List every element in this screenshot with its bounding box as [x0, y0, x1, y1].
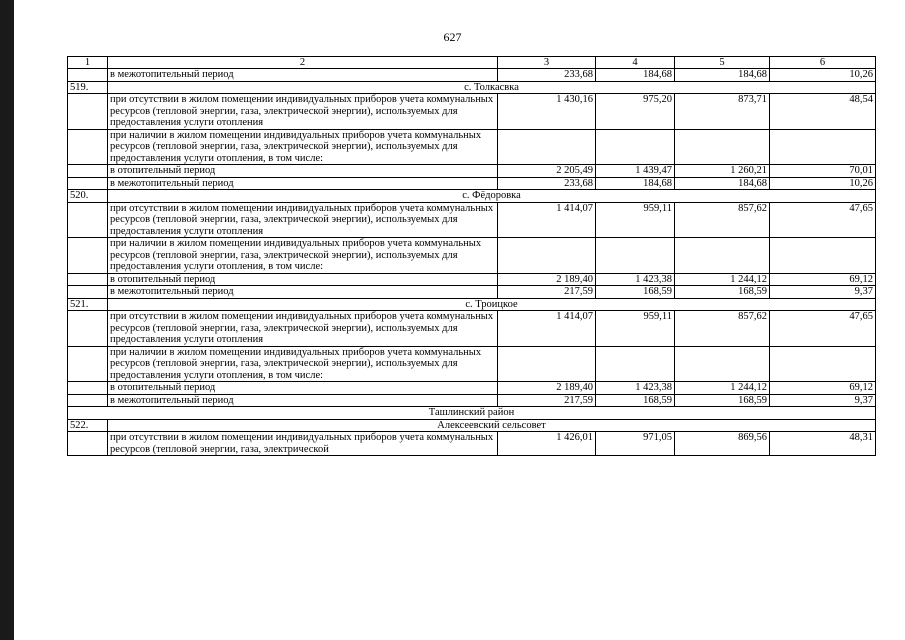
table-row — [68, 238, 876, 274]
value-col-5: 1 260,21 — [675, 165, 770, 178]
row-description: в межотопительный период — [108, 286, 498, 299]
value-col-5: 857,62 — [675, 311, 770, 347]
row-number — [68, 286, 108, 299]
value-col-5: 1 244,12 — [675, 273, 770, 286]
value-col-4: 959,11 — [596, 202, 675, 238]
section-title: Алексеевский сельсовет — [108, 419, 876, 432]
row-description: в отопительный период — [108, 165, 498, 178]
value-col-3: 1 414,07 — [498, 202, 596, 238]
header-cell: 4 — [596, 57, 675, 69]
value-col-4: 1 439,47 — [596, 165, 675, 178]
value-col-4 — [596, 129, 675, 165]
value-col-4: 168,59 — [596, 394, 675, 407]
value-col-6: 69,12 — [770, 382, 876, 395]
row-description: в отопительный период — [108, 273, 498, 286]
value-col-6: 47,65 — [770, 202, 876, 238]
row-description: при отсутствии в жилом помещении индивидуальных приборов учета коммунальных ресурсов (тепловой энергии, газа, электрической энергии), используемых для предоставления услуги отопления — [108, 202, 498, 238]
value-col-3 — [498, 238, 596, 274]
row-number — [68, 129, 108, 165]
value-col-3: 217,59 — [498, 394, 596, 407]
row-number — [68, 238, 108, 274]
table-row — [68, 273, 876, 286]
value-col-5 — [675, 129, 770, 165]
row-description: при отсутствии в жилом помещении индивидуальных приборов учета коммунальных ресурсов (тепловой энергии, газа, электрической — [108, 432, 498, 456]
table-row — [68, 346, 876, 382]
row-number — [68, 432, 108, 456]
district-heading-row — [68, 407, 876, 420]
row-description: при наличии в жилом помещении индивидуальных приборов учета коммунальных ресурсов (тепловой энергии, газа, электрической энергии), используемых для предоставления услуги отопления, в том числе: — [108, 346, 498, 382]
value-col-6: 70,01 — [770, 165, 876, 178]
value-col-4: 184,68 — [596, 177, 675, 190]
table-row — [68, 394, 876, 407]
value-col-4: 1 423,38 — [596, 273, 675, 286]
value-col-3 — [498, 129, 596, 165]
row-description: в межотопительный период — [108, 177, 498, 190]
value-col-4: 1 423,38 — [596, 382, 675, 395]
row-description: в межотопительный период — [108, 69, 498, 82]
value-col-3: 2 205,49 — [498, 165, 596, 178]
section-row — [68, 419, 876, 432]
page-number: 627 — [443, 30, 462, 44]
value-col-6 — [770, 238, 876, 274]
row-number: 522. — [68, 419, 108, 432]
value-col-5: 873,71 — [675, 94, 770, 130]
value-col-3: 2 189,40 — [498, 273, 596, 286]
row-number — [68, 394, 108, 407]
value-col-4: 168,59 — [596, 286, 675, 299]
value-col-4 — [596, 346, 675, 382]
value-col-6 — [770, 346, 876, 382]
value-col-6: 10,26 — [770, 69, 876, 82]
row-number — [68, 69, 108, 82]
table-row — [68, 432, 876, 456]
table-row — [68, 165, 876, 178]
value-col-5: 1 244,12 — [675, 382, 770, 395]
table-row — [68, 177, 876, 190]
header-cell: 5 — [675, 57, 770, 69]
row-description: при отсутствии в жилом помещении индивидуальных приборов учета коммунальных ресурсов (тепловой энергии, газа, электрической энергии), используемых для предоставления услуги отопления — [108, 94, 498, 130]
row-description: при отсутствии в жилом помещении индивидуальных приборов учета коммунальных ресурсов (тепловой энергии, газа, электрической энергии), используемых для предоставления услуги отопления — [108, 311, 498, 347]
header-cell: 3 — [498, 57, 596, 69]
table-row — [68, 286, 876, 299]
header-cell: 6 — [770, 57, 876, 69]
section-row — [68, 81, 876, 94]
header-row — [68, 57, 876, 69]
value-col-3: 1 426,01 — [498, 432, 596, 456]
value-col-4: 971,05 — [596, 432, 675, 456]
table-row — [68, 311, 876, 347]
row-number — [68, 94, 108, 130]
section-row — [68, 298, 876, 311]
section-title: с. Фёдоровка — [108, 190, 876, 203]
row-number — [68, 311, 108, 347]
row-description: при наличии в жилом помещении индивидуальных приборов учета коммунальных ресурсов (тепловой энергии, газа, электрической энергии), используемых для предоставления услуги отопления, в том числе: — [108, 129, 498, 165]
table-row — [68, 69, 876, 82]
row-description: в межотопительный период — [108, 394, 498, 407]
value-col-6: 47,65 — [770, 311, 876, 347]
section-title: с. Толкасвка — [108, 81, 876, 94]
value-col-5: 168,59 — [675, 286, 770, 299]
section-row — [68, 190, 876, 203]
value-col-6: 69,12 — [770, 273, 876, 286]
scan-edge — [0, 0, 14, 640]
value-col-4: 184,68 — [596, 69, 675, 82]
value-col-5 — [675, 346, 770, 382]
table-row — [68, 129, 876, 165]
value-col-3: 1 430,16 — [498, 94, 596, 130]
value-col-3: 233,68 — [498, 177, 596, 190]
value-col-4: 959,11 — [596, 311, 675, 347]
row-number — [68, 177, 108, 190]
row-number — [68, 202, 108, 238]
header-cell: 1 — [68, 57, 108, 69]
value-col-6: 9,37 — [770, 286, 876, 299]
value-col-3: 233,68 — [498, 69, 596, 82]
table-row — [68, 382, 876, 395]
table-body — [68, 57, 876, 456]
row-number — [68, 165, 108, 178]
value-col-6: 48,54 — [770, 94, 876, 130]
value-col-6 — [770, 129, 876, 165]
value-col-5: 857,62 — [675, 202, 770, 238]
row-number — [68, 382, 108, 395]
row-number: 520. — [68, 190, 108, 203]
table-row — [68, 94, 876, 130]
value-col-5: 869,56 — [675, 432, 770, 456]
header-cell: 2 — [108, 57, 498, 69]
tariff-table — [67, 56, 876, 456]
value-col-3: 2 189,40 — [498, 382, 596, 395]
value-col-3: 217,59 — [498, 286, 596, 299]
value-col-5 — [675, 238, 770, 274]
row-number — [68, 346, 108, 382]
row-description: в отопительный период — [108, 382, 498, 395]
value-col-3 — [498, 346, 596, 382]
value-col-6: 48,31 — [770, 432, 876, 456]
value-col-4 — [596, 238, 675, 274]
value-col-5: 184,68 — [675, 69, 770, 82]
value-col-6: 9,37 — [770, 394, 876, 407]
district-title: Ташлинский район — [68, 407, 876, 420]
section-title: с. Троицкое — [108, 298, 876, 311]
value-col-5: 184,68 — [675, 177, 770, 190]
value-col-5: 168,59 — [675, 394, 770, 407]
row-number: 521. — [68, 298, 108, 311]
value-col-3: 1 414,07 — [498, 311, 596, 347]
row-number — [68, 273, 108, 286]
row-number: 519. — [68, 81, 108, 94]
row-description: при наличии в жилом помещении индивидуальных приборов учета коммунальных ресурсов (тепловой энергии, газа, электрической энергии), используемых для предоставления услуги отопления, в том числе: — [108, 238, 498, 274]
value-col-6: 10,26 — [770, 177, 876, 190]
table-row — [68, 202, 876, 238]
value-col-4: 975,20 — [596, 94, 675, 130]
